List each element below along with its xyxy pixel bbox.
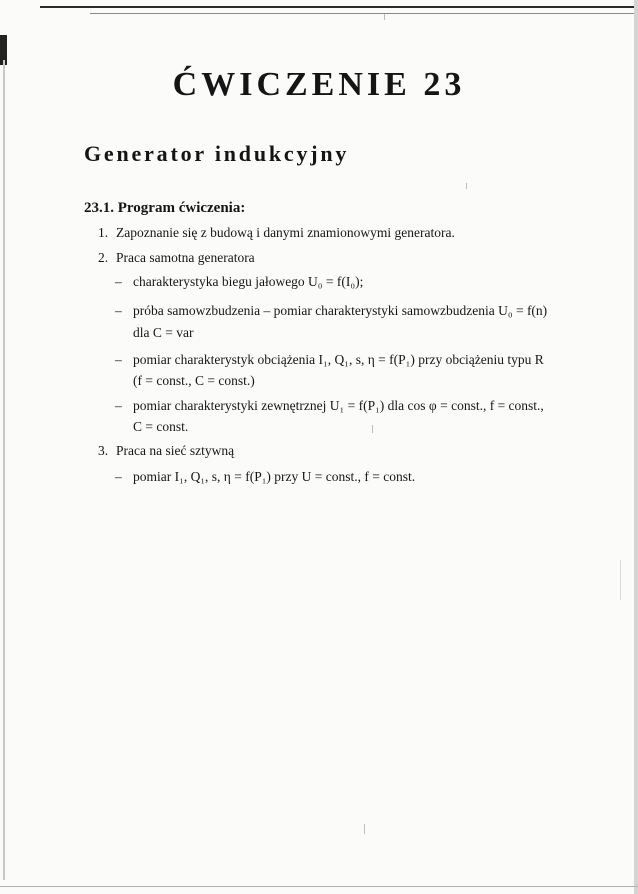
scan-artifact-speck — [466, 183, 467, 189]
list-item-text: Praca na sieć sztywną — [116, 443, 235, 458]
scan-artifact-left-edge — [3, 60, 5, 880]
bullet-text-continued: (f = const., C = const.) — [133, 373, 255, 388]
scan-artifact-right-edge — [634, 0, 638, 894]
list-item-number: 1. — [98, 225, 109, 240]
scan-artifact-bottom-line — [0, 886, 638, 887]
chapter-title: ĆWICZENIE 23 — [172, 66, 466, 103]
section-title: Generator indukcyjny — [84, 141, 350, 166]
bullet-dash: – — [115, 352, 122, 367]
bullet-text: pomiar charakterystyk obciążenia I₁, Q₁, s, η = f(P₁) przy obciążeniu typu R — [133, 352, 544, 367]
scan-artifact-top-line — [40, 6, 638, 8]
bullet-dash: – — [115, 398, 122, 413]
bullet-text: pomiar I₁, Q₁, s, η = f(P₁) przy U = const., f = const. — [133, 469, 416, 484]
bullet-text-continued: dla C = var — [133, 325, 194, 340]
subsection-title: 23.1. Program ćwiczenia: — [84, 200, 246, 216]
bullet-dash: – — [115, 274, 122, 289]
bullet-text: próba samowzbudzenia – pomiar charakterystyki samowzbudzenia U₀ = f(n) — [133, 303, 548, 318]
bullet-text: charakterystyka biegu jałowego U₀ = f(I₀); — [133, 274, 364, 289]
list-item-text: Praca samotna generatora — [116, 250, 255, 265]
scan-artifact-speck — [364, 824, 365, 834]
list-item-text: Zapoznanie się z budową i danymi znamionowymi generatora. — [116, 225, 455, 240]
scan-artifact-speck — [384, 14, 385, 20]
scan-artifact-speck — [620, 560, 621, 600]
scan-artifact-speck — [372, 425, 373, 433]
list-item-number: 3. — [98, 443, 109, 458]
bullet-text: pomiar charakterystyki zewnętrznej U₁ = f(P₁) dla cos φ = const., f = const., — [133, 398, 544, 413]
list-item-number: 2. — [98, 250, 109, 265]
bullet-dash: – — [115, 469, 122, 484]
scan-artifact-top-line-thin — [90, 13, 638, 14]
bullet-dash: – — [115, 303, 122, 318]
bullet-text-continued: C = const. — [133, 419, 189, 434]
